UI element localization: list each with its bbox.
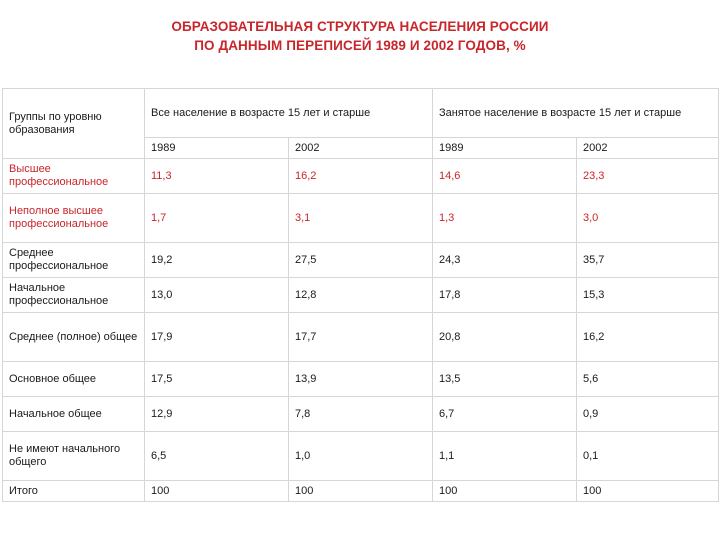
table-cell: 6,7 bbox=[433, 397, 577, 432]
table-cell: 0,9 bbox=[577, 397, 719, 432]
table-cell: 1,3 bbox=[433, 194, 577, 243]
table-cell: 1,1 bbox=[433, 432, 577, 481]
column-group-employed-population: Занятое население в возрасте 15 лет и старше bbox=[433, 89, 719, 138]
table-cell: 17,7 bbox=[289, 313, 433, 362]
table-cell: 11,3 bbox=[145, 159, 289, 194]
row-label: Начальное общее bbox=[3, 397, 145, 432]
table-cell: 100 bbox=[577, 481, 719, 502]
year-header: 2002 bbox=[289, 138, 433, 159]
table-row bbox=[3, 432, 719, 481]
table-cell: 27,5 bbox=[289, 243, 433, 278]
table-row-total bbox=[3, 481, 719, 502]
table-cell: 17,9 bbox=[145, 313, 289, 362]
table-row bbox=[3, 243, 719, 278]
table-row bbox=[3, 313, 719, 362]
table-row bbox=[3, 278, 719, 313]
row-label: Не имеют начального общего bbox=[3, 432, 145, 481]
row-label: Среднее (полное) общее bbox=[3, 313, 145, 362]
table-row bbox=[3, 159, 719, 194]
row-label: Среднее профессиональное bbox=[3, 243, 145, 278]
education-structure-table bbox=[2, 88, 719, 502]
page-title bbox=[0, 17, 720, 55]
year-header: 1989 bbox=[433, 138, 577, 159]
table-row bbox=[3, 194, 719, 243]
table-cell: 14,6 bbox=[433, 159, 577, 194]
table-cell: 35,7 bbox=[577, 243, 719, 278]
table-row bbox=[3, 397, 719, 432]
table-cell: 6,5 bbox=[145, 432, 289, 481]
title-line-1: ОБРАЗОВАТЕЛЬНАЯ СТРУКТУРА НАСЕЛЕНИЯ РОССИИ bbox=[171, 19, 549, 34]
row-label: Неполное высшее профессиональное bbox=[3, 194, 145, 243]
header-row-groups bbox=[3, 89, 719, 138]
table-cell: 19,2 bbox=[145, 243, 289, 278]
row-label: Начальное профессиональное bbox=[3, 278, 145, 313]
table-cell: 1,0 bbox=[289, 432, 433, 481]
year-header: 1989 bbox=[145, 138, 289, 159]
table-cell: 5,6 bbox=[577, 362, 719, 397]
column-group-all-population: Все население в возрасте 15 лет и старше bbox=[145, 89, 433, 138]
table-cell: 12,9 bbox=[145, 397, 289, 432]
table-cell: 0,1 bbox=[577, 432, 719, 481]
year-header: 2002 bbox=[577, 138, 719, 159]
table-cell: 3,0 bbox=[577, 194, 719, 243]
table-cell: 13,9 bbox=[289, 362, 433, 397]
table-cell: 20,8 bbox=[433, 313, 577, 362]
group-column-header: Группы по уровню образования bbox=[3, 89, 145, 159]
row-label: Основное общее bbox=[3, 362, 145, 397]
row-label: Итого bbox=[3, 481, 145, 502]
table-cell: 15,3 bbox=[577, 278, 719, 313]
table-cell: 7,8 bbox=[289, 397, 433, 432]
table-cell: 17,8 bbox=[433, 278, 577, 313]
table-cell: 3,1 bbox=[289, 194, 433, 243]
table-cell: 16,2 bbox=[577, 313, 719, 362]
table-cell: 16,2 bbox=[289, 159, 433, 194]
table-cell: 17,5 bbox=[145, 362, 289, 397]
table-cell: 24,3 bbox=[433, 243, 577, 278]
table-cell: 13,5 bbox=[433, 362, 577, 397]
table-cell: 1,7 bbox=[145, 194, 289, 243]
table-cell: 100 bbox=[433, 481, 577, 502]
table-row bbox=[3, 362, 719, 397]
table-cell: 23,3 bbox=[577, 159, 719, 194]
table-cell: 12,8 bbox=[289, 278, 433, 313]
table-cell: 100 bbox=[145, 481, 289, 502]
row-label: Высшее профессиональное bbox=[3, 159, 145, 194]
table-cell: 100 bbox=[289, 481, 433, 502]
title-line-2: ПО ДАННЫМ ПЕРЕПИСЕЙ 1989 И 2002 ГОДОВ, % bbox=[194, 38, 526, 53]
table-cell: 13,0 bbox=[145, 278, 289, 313]
